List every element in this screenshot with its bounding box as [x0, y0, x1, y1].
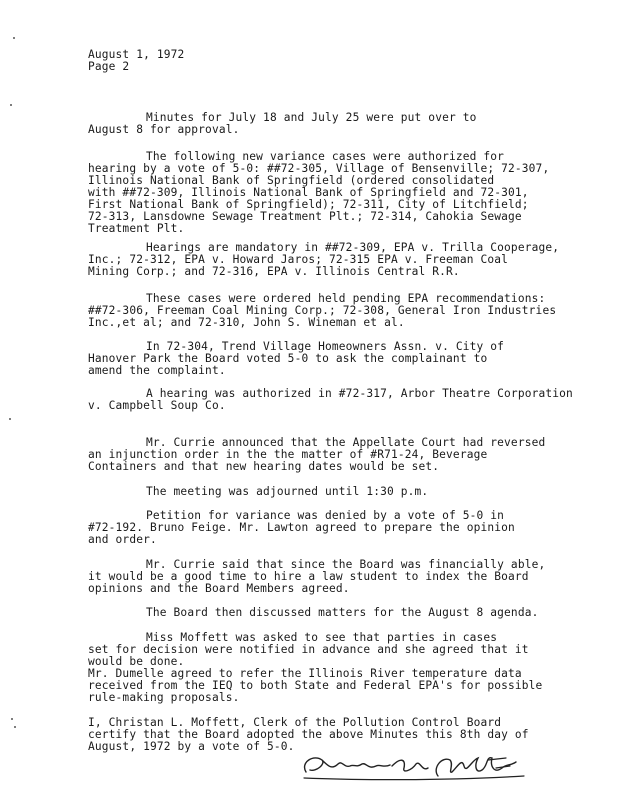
paragraph-line: August, 1972 by a vote of 5-0.: [88, 740, 295, 753]
paragraph-line: with ##72-309, Illinois National Bank of Springfield and 72-301,: [88, 186, 529, 199]
paragraph-line: The meeting was adjourned until 1:30 p.m.: [146, 485, 429, 498]
scan-speck: [11, 718, 13, 720]
header-date: August 1, 1972: [88, 48, 185, 61]
header-page: Page 2: [88, 60, 130, 73]
paragraph-line: Minutes for July 18 and July 25 were put over to: [146, 111, 477, 124]
scan-speck: [9, 418, 11, 420]
scan-speck: [13, 37, 15, 39]
paragraph-line: it would be a good time to hire a law student to index the Board: [88, 570, 529, 583]
paragraph-line: August 8 for approval.: [88, 123, 240, 136]
paragraph-line: certify that the Board adopted the above Minutes this 8th day of: [88, 728, 529, 741]
paragraph-line: These cases were ordered held pending EPA recommendations:: [146, 292, 546, 305]
paragraph-line: set for decision were notified in advance and she agreed that it: [88, 643, 529, 656]
paragraph-line: Inc.; 72-312, EPA v. Howard Jaros; 72-315 EPA v. Freeman Coal: [88, 253, 509, 266]
handwritten-signature: [292, 748, 532, 784]
paragraph-line: and order.: [88, 533, 157, 546]
scan-speck: [10, 104, 12, 106]
paragraph-line: would be done.: [88, 655, 185, 668]
paragraph-line: amend the complaint.: [88, 364, 226, 377]
paragraph-line: Mining Corp.; and 72-316, EPA v. Illinois Central R.R.: [88, 265, 460, 278]
paragraph-line: Miss Moffett was asked to see that parties in cases: [146, 631, 498, 644]
paragraph-line: rule-making proposals.: [88, 691, 240, 704]
paragraph-line: The Board then discussed matters for the August 8 agenda.: [146, 606, 539, 619]
paragraph-line: opinions and the Board Members agreed.: [88, 582, 350, 595]
paragraph-line: an injunction order in the the matter of #R71-24, Beverage: [88, 448, 488, 461]
paragraph-line: Petition for variance was denied by a vote of 5-0 in: [146, 509, 505, 522]
paragraph-line: 72-313, Lansdowne Sewage Treatment Plt.; 72-314, Cahokia Sewage: [88, 210, 522, 223]
paragraph-line: Hearings are mandatory in ##72-309, EPA v. Trilla Cooperage,: [146, 241, 560, 254]
paragraph-line: The following new variance cases were authorized for: [146, 150, 505, 163]
paragraph-line: First National Bank of Springfield); 72-311, City of Litchfield;: [88, 198, 529, 211]
paragraph-line: Treatment Plt.: [88, 222, 185, 235]
paragraph-line: Illinois National Bank of Springfield (ordered consolidated: [88, 174, 495, 187]
paragraph-line: I, Christan L. Moffett, Clerk of the Pollution Control Board: [88, 716, 502, 729]
paragraph-line: #72-192. Bruno Feige. Mr. Lawton agreed to prepare the opinion: [88, 521, 515, 534]
paragraph-line: Hanover Park the Board voted 5-0 to ask the complainant to: [88, 352, 488, 365]
paragraph-line: Mr. Currie said that since the Board was financially able,: [146, 558, 546, 571]
paragraph-line: Inc.,et al; and 72-310, John S. Wineman et al.: [88, 316, 405, 329]
paragraph-line: Mr. Currie announced that the Appellate Court had reversed: [146, 436, 546, 449]
paragraph-line: A hearing was authorized in #72-317, Arbor Theatre Corporation: [146, 387, 573, 400]
paragraph-line: hearing by a vote of 5-0: ##72-305, Village of Bensenville; 72-307,: [88, 162, 550, 175]
paragraph-line: In 72-304, Trend Village Homeowners Assn. v. City of: [146, 340, 505, 353]
paragraph-line: received from the IEQ to both State and Federal EPA's for possible: [88, 679, 543, 692]
scan-speck: [14, 726, 16, 728]
paragraph-line: Mr. Dumelle agreed to refer the Illinois River temperature data: [88, 667, 522, 680]
paragraph-line: v. Campbell Soup Co.: [88, 399, 226, 412]
paragraph-line: Containers and that new hearing dates would be set.: [88, 460, 440, 473]
paragraph-line: ##72-306, Freeman Coal Mining Corp.; 72-308, General Iron Industries: [88, 304, 557, 317]
